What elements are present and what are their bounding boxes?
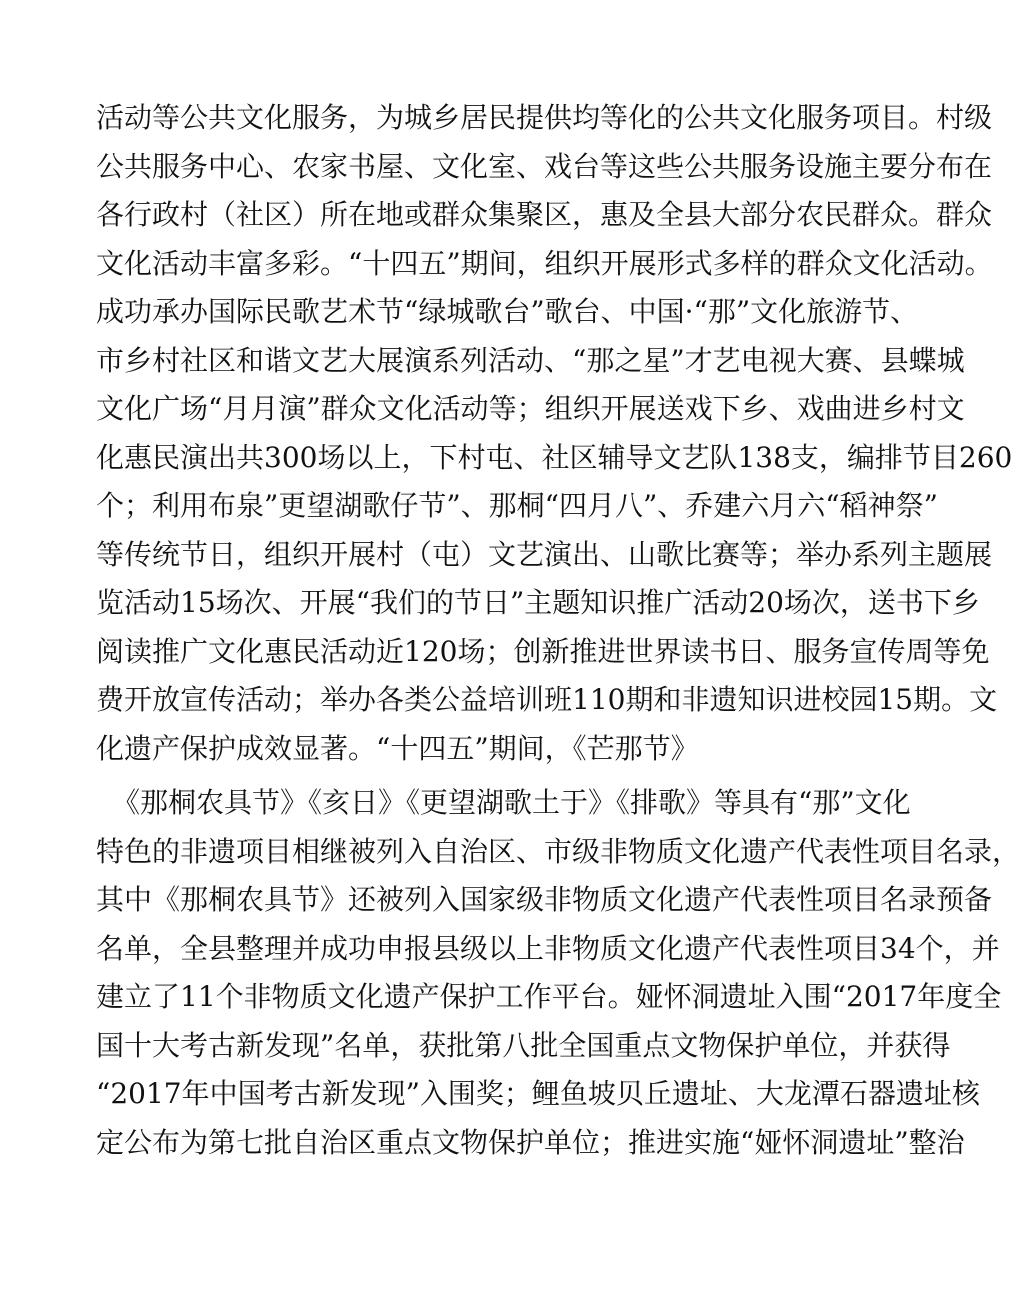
text-line: 等传统节日，组织开展村（屯）文艺演出、山歌比赛等；举办系列主题展: [96, 537, 993, 571]
text-line: “2017年中国考古新发现”入围奖；鲤鱼坡贝丘遗址、大龙潭石器遗址核: [96, 1077, 980, 1110]
text-line: 建立了11个非物质文化遗产保护工作平台。娅怀洞遗址入围“2017年度全: [96, 980, 1002, 1013]
paragraph-heritage-protection: [96, 779, 1020, 1167]
text-line: 《那桐农具节》《亥日》《更望湖歌土于》《排歌》等具有“那”文化: [112, 786, 911, 819]
text-line: 各行政村（社区）所在地或群众集聚区，惠及全县大部分农民群众。群众: [96, 198, 993, 231]
paragraph-public-culture: [96, 94, 1013, 773]
text-line: 特色的非遗项目相继被列入自治区、市级非物质文化遗产代表性项目名录，: [96, 834, 1020, 868]
text-line: 阅读推广文化惠民活动近120场；创新推进世界读书日、服务宣传周等免: [96, 634, 990, 668]
text-line: 名单，全县整理并成功申报县级以上非物质文化遗产代表性项目34个，并: [96, 931, 1000, 965]
text-line: 公共服务中心、农家书屋、文化室、戏台等这些公共服务设施主要分布在: [96, 149, 993, 183]
text-line: 览活动15场次、开展“我们的节日”主题知识推广活动20场次，送书下乡: [96, 586, 980, 619]
text-line: 文化活动丰富多彩。“十四五”期间，组织开展形式多样的群众文化活动。: [96, 246, 993, 280]
text-line: 市乡村社区和谐文艺大展演系列活动、“那之星”才艺电视大赛、县蝶城: [96, 343, 965, 377]
text-line: 个；利用布泉”更望湖歌仔节”、那桐“四月八”、乔建六月六“稻神祭”: [96, 489, 938, 522]
text-line: 其中《那桐农具节》还被列入国家级非物质文化遗产代表性项目名录预备: [96, 883, 993, 916]
text-line: 化遗产保护成效显著。“十四五”期间，《芒那节》: [96, 731, 699, 765]
text-line: 国十大考古新发现”名单，获批第八批全国重点文物保护单位，并获得: [96, 1028, 951, 1062]
text-line: 成功承办国际民歌艺术节“绿城歌台”歌台、中国·“那”文化旅游节、: [96, 295, 919, 328]
text-line: 活动等公共文化服务，为城乡居民提供均等化的公共文化服务项目。村级: [96, 101, 993, 134]
text-line: 化惠民演出共300场以上，下村屯、社区辅导文艺队138支，编排节目260: [96, 440, 1013, 474]
document-body: [96, 94, 1020, 1167]
text-line: 费开放宣传活动；举办各类公益培训班110期和非遗知识进校园15期。文: [96, 683, 998, 716]
text-line: 定公布为第七批自治区重点文物保护单位；推进实施“娅怀洞遗址”整治: [96, 1125, 965, 1159]
text-line: 文化广场“月月演”群众文化活动等；组织开展送戏下乡、戏曲进乡村文: [96, 392, 965, 425]
